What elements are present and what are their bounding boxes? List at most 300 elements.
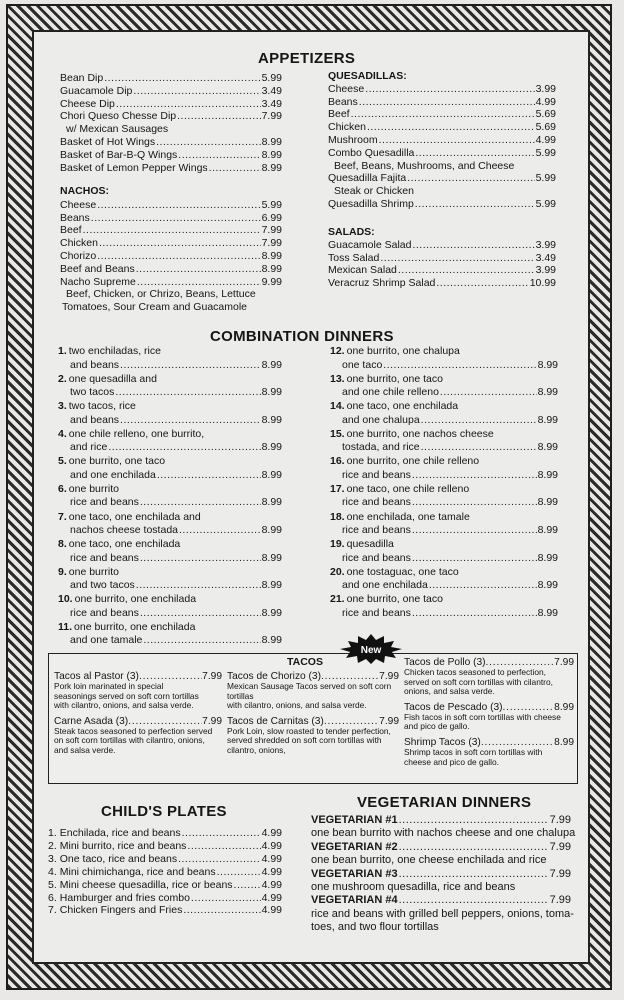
combo-price: 8.99 [261, 468, 282, 481]
menu-item-row [328, 83, 556, 96]
item-name: Cheese [328, 82, 365, 95]
item-price: 3.99 [535, 264, 556, 277]
combo-price: 8.99 [537, 496, 558, 509]
combo-text: one tostaguac, one taco [346, 565, 459, 578]
taco-desc-line: on soft corn tortillas with cilantro, onions, [54, 735, 205, 746]
taco-name: Tacos de Pescado (3) [404, 701, 503, 713]
combo-price: 8.99 [537, 579, 558, 592]
item-price: 5.69 [535, 121, 556, 134]
taco-description [54, 727, 222, 756]
combo-text-2: and one enchilada [70, 468, 156, 481]
combo-number: 1. [58, 345, 67, 357]
item-price: 4.99 [535, 95, 556, 108]
combo-number: 13. [330, 372, 345, 385]
combo-text-2: rice and beans [342, 496, 411, 509]
item-price: 7.99 [261, 224, 282, 237]
combo-line-2 [58, 552, 282, 566]
taco-desc-line: Steak tacos seasoned to perfection served [54, 725, 213, 736]
combo-text: one burrito, one taco [346, 372, 443, 385]
combo-line-2 [58, 386, 282, 400]
combo-text: one burrito, one taco [68, 455, 166, 468]
item-price: 7.99 [261, 110, 282, 123]
vegetarian-title: VEGETARIAN DINNERS [357, 794, 532, 811]
child-plate-row [48, 866, 282, 879]
taco-name: Tacos de Chorizo (3) [227, 671, 321, 682]
combo-text-2: nachos cheese tostada [70, 524, 178, 537]
item-description: Beef, Beans, Mushrooms, and Cheese [334, 159, 515, 172]
combo-item [330, 345, 558, 372]
menu-item-row [60, 199, 282, 212]
combo-price: 8.99 [261, 606, 282, 619]
menu-item-row [328, 264, 556, 277]
combo-line-1 [330, 593, 558, 607]
combo-item [58, 455, 282, 482]
menu-item-row [60, 162, 282, 175]
combo-line-2 [58, 524, 282, 538]
combo-text-2: two tacos [70, 386, 115, 399]
combo-line-2 [58, 496, 282, 510]
item-name: Cheese [60, 198, 97, 211]
taco-desc-line: Chicken tacos seasoned to perfection, [404, 667, 546, 677]
taco-description [404, 713, 574, 732]
combo-line-2 [58, 579, 282, 593]
item-name: Chorizo [60, 249, 97, 262]
vegetarian-list [311, 814, 576, 935]
taco-desc-line: Pork loin marinated in special [54, 681, 164, 691]
menu-item-row [60, 224, 282, 237]
dot-leader [421, 414, 537, 428]
item-price: 5.99 [535, 172, 556, 185]
combo-line-1 [58, 511, 282, 525]
combo-text: one chile relleno, one burrito, [68, 427, 205, 440]
dot-leader [412, 469, 537, 483]
child-plates-title: CHILD'S PLATES [101, 803, 227, 820]
vegetarian-price: 7.99 [549, 840, 571, 853]
dot-leader [97, 199, 260, 212]
menu-item-row [328, 198, 556, 211]
taco-description [54, 682, 222, 711]
combo-text-2: and one tamale [70, 634, 143, 647]
taco-desc-line: served on soft corn tortillas with cilantro, [404, 676, 553, 687]
item-price: 10.99 [529, 277, 556, 290]
dot-leader [99, 237, 261, 250]
item-price: 5.99 [535, 197, 556, 210]
combo-text: one enchilada, one tamale [346, 510, 470, 523]
combo-text-2: and one chalupa [342, 413, 420, 426]
combo-price: 8.99 [261, 634, 282, 647]
salads-title: SALADS: [328, 226, 375, 238]
item-price: 9.99 [261, 275, 282, 288]
item-name: Basket of Lemon Pepper Wings [60, 161, 208, 174]
combo-line-2 [330, 579, 558, 593]
nacho-supreme-desc-2: Tomatoes, Sour Cream and Guacamole [62, 301, 248, 314]
dot-leader [83, 224, 261, 237]
combo-item [330, 566, 558, 593]
combo-number: 12. [330, 345, 345, 357]
combo-price: 8.99 [537, 551, 558, 564]
taco-price: 7.99 [379, 715, 399, 727]
menu-item-row [328, 252, 556, 265]
item-name: Beef and Beans [60, 262, 135, 275]
taco-desc-line: and pico de gallo. [404, 721, 470, 732]
combo-text: one burrito, one enchilada [74, 593, 197, 606]
combo-item [58, 428, 282, 455]
dot-leader [217, 866, 261, 879]
menu-item-row [328, 172, 556, 185]
combo-line-2 [330, 469, 558, 483]
combo-line-1 [330, 428, 558, 442]
item-price: 3.49 [261, 84, 282, 97]
vegetarian-price: 7.99 [549, 867, 571, 880]
combo-number: 9. [58, 565, 67, 578]
dot-leader [421, 441, 537, 455]
taco-price: 8.99 [554, 736, 574, 748]
combo-text: one burrito, one taco [346, 593, 443, 606]
taco-desc-line: served shredded on soft corn tortillas with [227, 735, 382, 746]
combo-line-1 [58, 428, 282, 442]
combo-line-1 [58, 373, 282, 387]
tacos-col-3 [404, 657, 574, 772]
combo-text: one taco, one chile relleno [346, 482, 470, 495]
item-name: Nacho Supreme [60, 275, 136, 288]
combo-line-1 [58, 621, 282, 635]
taco-price: 8.99 [554, 701, 574, 713]
combo-number: 19. [330, 538, 345, 551]
combo-price: 8.99 [537, 386, 558, 399]
combo-text-2: rice and beans [342, 551, 411, 564]
combo-item [58, 566, 282, 593]
vegetarian-description: one bean burrito with nachos cheese and one chalupa [311, 827, 576, 840]
vegetarian-price: 7.99 [549, 894, 571, 907]
taco-desc-line: with cilantro, onions, and salsa verde. [54, 700, 194, 711]
combo-item [58, 511, 282, 538]
item-price: 5.99 [261, 72, 282, 84]
nachos-list [60, 199, 282, 289]
vegetarian-description: one mushroom quesadilla, rice and beans [311, 881, 516, 894]
combo-price: 8.99 [261, 524, 282, 537]
new-badge [338, 634, 404, 664]
combo-line-1 [330, 400, 558, 414]
child-plate-row [48, 827, 282, 840]
dot-leader [120, 414, 261, 428]
appetizers-list [60, 72, 282, 174]
item-price: 3.99 [535, 82, 556, 95]
item-name: Quesadilla Fajita [328, 172, 407, 185]
combo-line-2 [330, 386, 558, 400]
combo-item [330, 455, 558, 482]
combo-item [330, 483, 558, 510]
item-name: Mexican Salad [328, 264, 397, 277]
combo-item [58, 345, 282, 372]
new-badge-label: New [360, 645, 382, 656]
child-number: 1. [48, 827, 57, 839]
combo-number: 16. [330, 455, 345, 468]
combo-line-2 [58, 359, 282, 373]
combo-number: 7. [58, 510, 67, 523]
vegetarian-description: rice and beans with grilled bell peppers, onions, toma- [311, 907, 574, 920]
taco-description [404, 668, 574, 697]
dot-leader [407, 172, 534, 185]
item-price: 5.99 [535, 146, 556, 159]
combo-line-1 [58, 345, 282, 359]
combo-price: 8.99 [537, 358, 558, 371]
menu-item-row [328, 121, 556, 134]
taco-price: 7.99 [202, 715, 222, 727]
dot-leader [140, 552, 261, 566]
combo-text-2: and rice [70, 441, 108, 454]
item-name: Guacamole Salad [328, 238, 412, 251]
combo-line-2 [330, 441, 558, 455]
combo-number: 8. [58, 538, 67, 551]
dot-leader [365, 83, 534, 96]
nacho-supreme-desc: Beef, Chicken, or Chrizo, Beans, Lettuce [66, 288, 256, 301]
vegetarian-description: one bean burrito, one cheese enchilada and rice [311, 854, 547, 867]
combo-number: 14. [330, 400, 345, 413]
combo-text-2: rice and beans [342, 524, 411, 537]
combo-text-2: rice and beans [70, 496, 139, 509]
dot-leader [177, 110, 260, 123]
child-price: 4.99 [261, 891, 282, 904]
child-plate-row [48, 853, 282, 866]
combo-line-1 [58, 538, 282, 552]
combo-price: 8.99 [537, 413, 558, 426]
item-price: 3.49 [261, 97, 282, 110]
combo-price: 8.99 [537, 524, 558, 537]
nachos-section [60, 183, 282, 314]
combo-text: one burrito, one nachos cheese [346, 427, 494, 440]
dot-leader [399, 814, 549, 827]
child-number: 3. [48, 852, 57, 865]
dot-leader [136, 579, 261, 593]
dot-leader [440, 386, 537, 400]
item-description: w/ Mexican Sausages [66, 123, 169, 136]
vegetarian-name: VEGETARIAN #2 [311, 840, 398, 853]
taco-desc-line: Fish tacos in soft corn tortillas with cheese [404, 711, 561, 722]
menu-item-row [60, 263, 282, 276]
dot-leader [187, 840, 260, 853]
combo-item [330, 511, 558, 538]
dot-leader [415, 147, 534, 160]
item-name: Beans [328, 95, 358, 108]
item-name: Chori Queso Chesse Dip [60, 110, 177, 123]
item-price: 4.99 [535, 133, 556, 146]
child-plates-list [48, 827, 282, 917]
combo-line-2 [330, 607, 558, 621]
salads-list [328, 239, 556, 290]
combo-price: 8.99 [537, 441, 558, 454]
combo-line-1 [58, 483, 282, 497]
dot-leader [191, 892, 261, 905]
taco-desc-line: onions, and salsa verde. [404, 686, 495, 697]
combo-line-1 [330, 566, 558, 580]
combo-item [58, 400, 282, 427]
child-price: 4.99 [261, 865, 282, 878]
combo-line-2 [58, 414, 282, 428]
taco-desc-line: cheese and pico de gallo. [404, 756, 499, 767]
child-price: 4.99 [261, 839, 282, 852]
taco-price: 7.99 [379, 671, 399, 682]
taco-desc-line: cilantro, onions, [227, 744, 286, 755]
combo-number: 6. [58, 482, 67, 495]
dot-leader [367, 121, 535, 134]
combo-number: 17. [330, 482, 345, 495]
combo-price: 8.99 [261, 551, 282, 564]
dot-leader [398, 264, 535, 277]
menu-item-row [60, 276, 282, 289]
taco-description [404, 748, 574, 767]
vegetarian-row [311, 841, 571, 854]
combo-number: 2. [58, 372, 67, 385]
item-price: 6.99 [261, 211, 282, 224]
taco-desc-line: Shrimp tacos in soft corn tortillas with [404, 746, 543, 757]
combo-line-1 [58, 593, 282, 607]
combo-text: one taco, one enchilada and [68, 510, 201, 523]
taco-price: 7.99 [554, 657, 574, 668]
quesadillas-list [328, 83, 556, 211]
dot-leader [412, 239, 534, 252]
item-name: Basket of Bar-B-Q Wings [60, 148, 178, 161]
combo-text: one burrito, one chalupa [346, 345, 460, 357]
child-plate-row [48, 892, 282, 905]
dot-leader [412, 607, 537, 621]
combo-text-2: and beans [70, 413, 120, 426]
combo-left-list [58, 345, 282, 649]
vegetarian-name: VEGETARIAN #1 [311, 814, 398, 826]
child-price: 4.99 [261, 852, 282, 865]
quesadillas-title: QUESADILLAS: [328, 70, 407, 82]
dot-leader [399, 841, 549, 854]
combo-price: 8.99 [537, 606, 558, 619]
child-name: Mini cheese quesadilla, rice or beans [59, 878, 233, 891]
combo-text: one burrito [68, 482, 119, 495]
combo-price: 8.99 [261, 413, 282, 426]
salads-section [328, 224, 556, 290]
item-price: 3.49 [535, 251, 556, 264]
dot-leader [157, 469, 261, 483]
vegetarian-description: toes, and two flour tortillas [311, 921, 439, 934]
combo-text-2: rice and beans [70, 551, 139, 564]
item-price: 8.99 [261, 161, 282, 174]
menu-item-row [328, 96, 556, 109]
item-price: 5.69 [535, 108, 556, 121]
item-name: Chicken [328, 121, 366, 134]
dot-leader [156, 136, 260, 149]
child-price: 4.99 [261, 827, 282, 839]
item-name: Quesadilla Shrimp [328, 197, 414, 210]
combo-text: one quesadilla and [68, 372, 157, 385]
dot-leader [91, 212, 261, 225]
combo-item [330, 400, 558, 427]
combo-number: 3. [58, 400, 67, 413]
item-name: Mushroom [328, 133, 378, 146]
combo-line-2 [330, 524, 558, 538]
combo-item [58, 373, 282, 400]
combo-line-1 [330, 345, 558, 359]
child-name: Hamburger and fries combo [59, 891, 190, 904]
item-name: Chicken [60, 237, 98, 250]
dot-leader [137, 276, 261, 289]
combo-number: 10. [58, 593, 73, 606]
combo-number: 4. [58, 427, 67, 440]
dot-leader [183, 904, 260, 917]
item-name: Toss Salad [328, 251, 380, 264]
menu-item-row [60, 237, 282, 250]
dot-leader [140, 607, 261, 621]
menu-item-row [60, 149, 282, 162]
child-number: 2. [48, 839, 57, 852]
menu-item-row [328, 239, 556, 252]
combo-line-1 [330, 511, 558, 525]
dot-leader [116, 98, 261, 111]
item-description: Steak or Chicken [334, 185, 414, 198]
dot-leader [178, 853, 260, 866]
combo-line-1 [58, 455, 282, 469]
item-price: 8.99 [261, 135, 282, 148]
dot-leader [108, 441, 260, 455]
item-name: Basket of Hot Wings [60, 135, 156, 148]
dot-leader [136, 263, 261, 276]
combo-line-2 [58, 634, 282, 648]
combo-item [58, 621, 282, 648]
item-name: Beans [60, 211, 90, 224]
combo-line-2 [330, 552, 558, 566]
vegetarian-row [311, 814, 571, 827]
item-price: 8.99 [261, 249, 282, 262]
combo-number: 5. [58, 455, 67, 468]
item-price: 5.99 [261, 198, 282, 211]
combo-line-2 [58, 607, 282, 621]
dot-leader [97, 250, 260, 263]
taco-description [227, 727, 399, 756]
combo-number: 15. [330, 427, 345, 440]
combo-right-list [330, 345, 558, 621]
vegetarian-name: VEGETARIAN #3 [311, 867, 398, 880]
item-price: 8.99 [261, 262, 282, 275]
dot-leader [209, 162, 261, 175]
dot-leader [383, 359, 536, 373]
combo-text-2: and one chile relleno [342, 386, 439, 399]
child-plate-row [48, 840, 282, 853]
combo-item [58, 538, 282, 565]
combo-number: 11. [58, 620, 73, 633]
child-name: Chicken Fingers and Fries [59, 904, 183, 917]
vegetarian-price: 7.99 [549, 814, 571, 826]
combo-text-2: rice and beans [342, 468, 411, 481]
combo-item [58, 593, 282, 620]
dot-leader [143, 634, 260, 648]
combination-title: COMBINATION DINNERS [210, 328, 394, 345]
item-price: 7.99 [261, 237, 282, 250]
menu-item-row [60, 250, 282, 263]
taco-name: Carne Asada (3) [54, 715, 129, 727]
quesadillas-section [328, 68, 556, 211]
child-name: One taco, rice and beans [59, 852, 178, 865]
dot-leader [415, 198, 535, 211]
child-number: 4. [48, 865, 57, 878]
taco-name: Tacos de Pollo (3) [404, 657, 486, 668]
menu-item-row [60, 72, 282, 85]
combo-text-2: rice and beans [342, 606, 411, 619]
dot-leader [140, 496, 261, 510]
tacos-col-2 [227, 671, 399, 761]
taco-desc-line: and salsa verde. [54, 744, 116, 755]
item-name: Veracruz Shrimp Salad [328, 277, 436, 290]
vegetarian-row [311, 868, 571, 881]
combo-price: 8.99 [261, 579, 282, 592]
menu-item-row [328, 108, 556, 121]
combo-text-2: rice and beans [70, 606, 139, 619]
taco-name: Tacos al Pastor (3) [54, 671, 139, 682]
